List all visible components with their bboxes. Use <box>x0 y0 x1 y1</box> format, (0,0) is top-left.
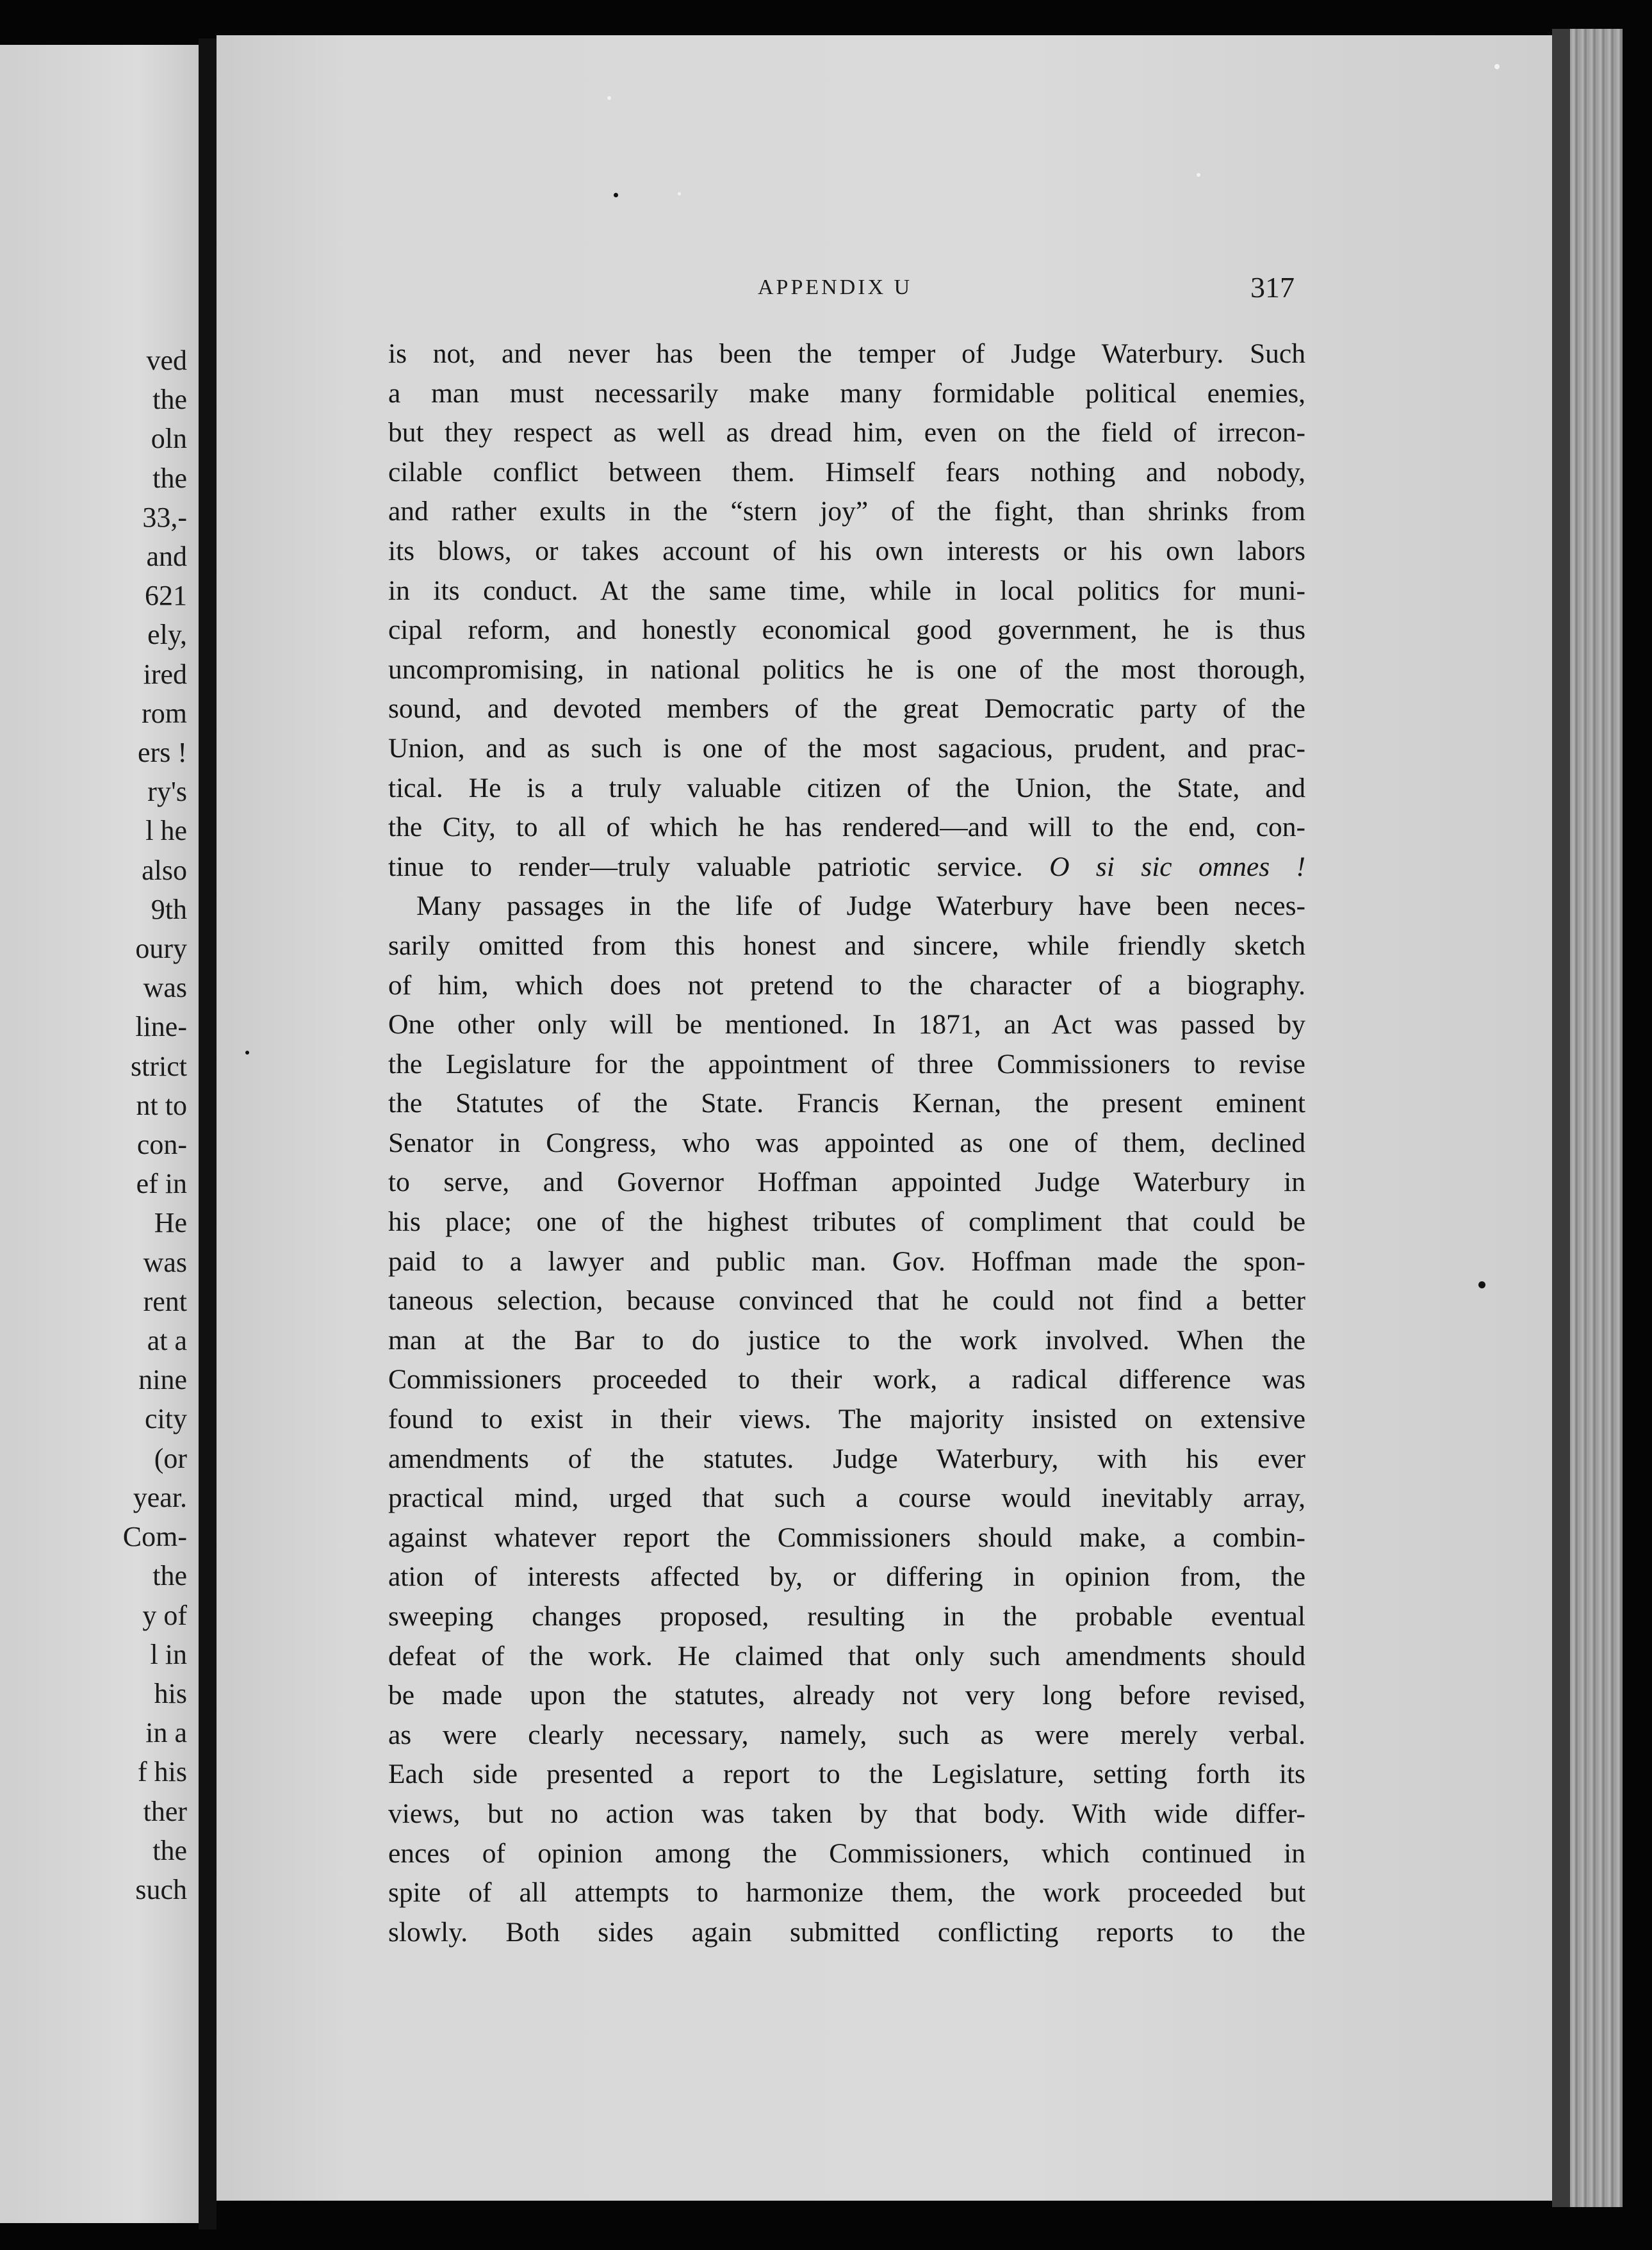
text-line: the Legislature for the appointment of three Commissioners to revise <box>388 1048 1305 1080</box>
book-gutter <box>199 38 217 2229</box>
paragraph-1-last-line <box>388 848 1305 887</box>
text-line: to serve, and Governor Hoffman appointed Judge Waterbury in <box>388 1167 1305 1198</box>
facing-page-fragment: ry's <box>147 776 187 808</box>
text-line: slowly. Both sides again submitted conflicting reports to the <box>388 1916 1305 1948</box>
text-line: Senator in Congress, who was appointed as one of them, declined <box>388 1127 1305 1158</box>
text-line: Commissioners proceeded to their work, a radical difference was <box>388 1364 1305 1395</box>
text-line: practical mind, urged that such a course would inevitably array, <box>388 1482 1305 1514</box>
facing-page-fragment: 9th <box>151 893 187 925</box>
text-line: the City, to all of which he has rendered—and will to the end, con- <box>388 812 1305 843</box>
facing-page-fragment: the <box>152 1560 187 1592</box>
text-line: defeat of the work. He claimed that only such amendments should <box>388 1640 1305 1671</box>
text-line: in its conduct. At the same time, while in local politics for muni- <box>388 575 1305 606</box>
facing-page-fragment: line- <box>135 1011 187 1043</box>
text-line: against whatever report the Commissioners should make, a combin- <box>388 1522 1305 1553</box>
text-line: sarily omitted from this honest and sincere, while friendly sketch <box>388 930 1305 961</box>
facing-page-fragment: ers ! <box>138 737 187 769</box>
text-line: sweeping changes proposed, resulting in the probable eventual <box>388 1601 1305 1632</box>
facing-page-fragment: ef in <box>136 1168 187 1200</box>
text-line: as were clearly necessary, namely, such as were merely verbal. <box>388 1719 1305 1750</box>
text-line: ation of interests affected by, or differing in opinion from, the <box>388 1561 1305 1593</box>
facing-page-fragment: ther <box>143 1795 187 1827</box>
page-edges <box>1552 29 1623 2207</box>
facing-page-fragment: l in <box>150 1638 187 1670</box>
paragraph-2 <box>388 887 1305 1952</box>
text-line: Many passages in the life of Judge Waterbury have been neces- <box>416 891 1305 922</box>
latin-quote: O si sic omnes ! <box>1049 851 1305 882</box>
facing-page-fragment: ired <box>143 658 187 690</box>
facing-page-fragment: in a <box>145 1717 187 1749</box>
text-line: man at the Bar to do justice to the work involved. When the <box>388 1324 1305 1356</box>
paragraph-1-last-text: tinue to render—truly valuable patriotic service. <box>388 851 1023 882</box>
facing-page-fragment: l he <box>145 815 187 847</box>
facing-page-fragment: f his <box>138 1756 187 1788</box>
text-line: of him, which does not pretend to the character of a biography. <box>388 969 1305 1001</box>
text-line: cipal reform, and honestly economical good government, he is thus <box>388 614 1305 646</box>
text-line: amendments of the statutes. Judge Waterbury, with his ever <box>388 1443 1305 1474</box>
text-line: found to exist in their views. The majority insisted on extensive <box>388 1404 1305 1435</box>
facing-page-fragment: strict <box>131 1050 187 1082</box>
page-header <box>0 271 1652 314</box>
facing-page-fragment: Com- <box>122 1521 187 1553</box>
facing-page-text-fragments <box>123 341 187 1909</box>
text-line: Each side presented a report to the Legislature, setting forth its <box>388 1759 1305 1790</box>
text-line: ences of opinion among the Commissioners, which continued in <box>388 1837 1305 1869</box>
facing-page-fragment: the <box>152 1834 187 1866</box>
facing-page-fragment: rom <box>142 697 187 729</box>
text-line: paid to a lawyer and public man. Gov. Hoffman made the spon- <box>388 1245 1305 1277</box>
facing-page-fragment: 621 <box>145 580 187 612</box>
running-head: APPENDIX U <box>758 275 913 299</box>
text-line: taneous selection, because convinced that he could not find a better <box>388 1285 1305 1317</box>
facing-page-fragment: city <box>145 1403 187 1435</box>
facing-page-fragment: oln <box>151 423 187 455</box>
page-number: 317 <box>1250 271 1295 304</box>
facing-page-fragment: was <box>143 1246 187 1278</box>
facing-page-fragment: the <box>152 384 187 416</box>
text-line: views, but no action was taken by that body. With wide differ- <box>388 1798 1305 1829</box>
facing-page-fragment: 33,- <box>142 501 187 533</box>
body-text <box>388 334 1305 1952</box>
text-line: is not, and never has been the temper of Judge Waterbury. Such <box>388 338 1305 369</box>
facing-page-fragment: year. <box>133 1481 187 1513</box>
facing-page-fragment: his <box>154 1677 187 1709</box>
text-line: his place; one of the highest tributes of compliment that could be <box>388 1206 1305 1238</box>
facing-page-fragment: y of <box>142 1599 187 1631</box>
text-line: the Statutes of the State. Francis Kernan, the present eminent <box>388 1088 1305 1119</box>
text-line: sound, and devoted members of the great Democratic party of the <box>388 693 1305 725</box>
facing-page-fragment: ely, <box>147 619 187 651</box>
facing-page-fragment: ved <box>146 345 187 376</box>
facing-page <box>0 45 199 2223</box>
facing-page-fragment: the <box>152 462 187 494</box>
facing-page-fragment: He <box>154 1207 187 1239</box>
facing-page-fragment: rent <box>143 1285 187 1317</box>
text-line: and rather exults in the “stern joy” of the fight, than shrinks from <box>388 496 1305 527</box>
text-line: cilable conflict between them. Himself fears nothing and nobody, <box>388 456 1305 488</box>
facing-page-fragment: nine <box>138 1364 187 1396</box>
facing-page-fragment: (or <box>154 1442 187 1474</box>
text-line: Union, and as such is one of the most sagacious, prudent, and prac- <box>388 732 1305 764</box>
paragraph-1 <box>388 334 1305 848</box>
facing-page-fragment: at a <box>147 1325 187 1357</box>
facing-page-fragment: also <box>142 854 187 886</box>
text-line: uncompromising, in national politics he is one of the most thorough, <box>388 653 1305 685</box>
facing-page-fragment: oury <box>135 933 187 965</box>
text-line: tical. He is a truly valuable citizen of the Union, the State, and <box>388 772 1305 803</box>
facing-page-fragment: and <box>146 541 187 573</box>
facing-page-fragment: was <box>143 972 187 1004</box>
text-line: One other only will be mentioned. In 1871, an Act was passed by <box>388 1009 1305 1040</box>
facing-page-fragment: such <box>135 1873 187 1905</box>
text-line: its blows, or takes account of his own interests or his own labors <box>388 535 1305 566</box>
text-line: be made upon the statutes, already not very long before revised, <box>388 1680 1305 1711</box>
text-line: a man must necessarily make many formidable political enemies, <box>388 377 1305 409</box>
text-line: spite of all attempts to harmonize them, the work proceeded but <box>388 1877 1305 1909</box>
facing-page-fragment: con- <box>136 1129 187 1161</box>
text-line: but they respect as well as dread him, even on the field of irrecon- <box>388 417 1305 448</box>
facing-page-fragment: nt to <box>136 1089 187 1121</box>
